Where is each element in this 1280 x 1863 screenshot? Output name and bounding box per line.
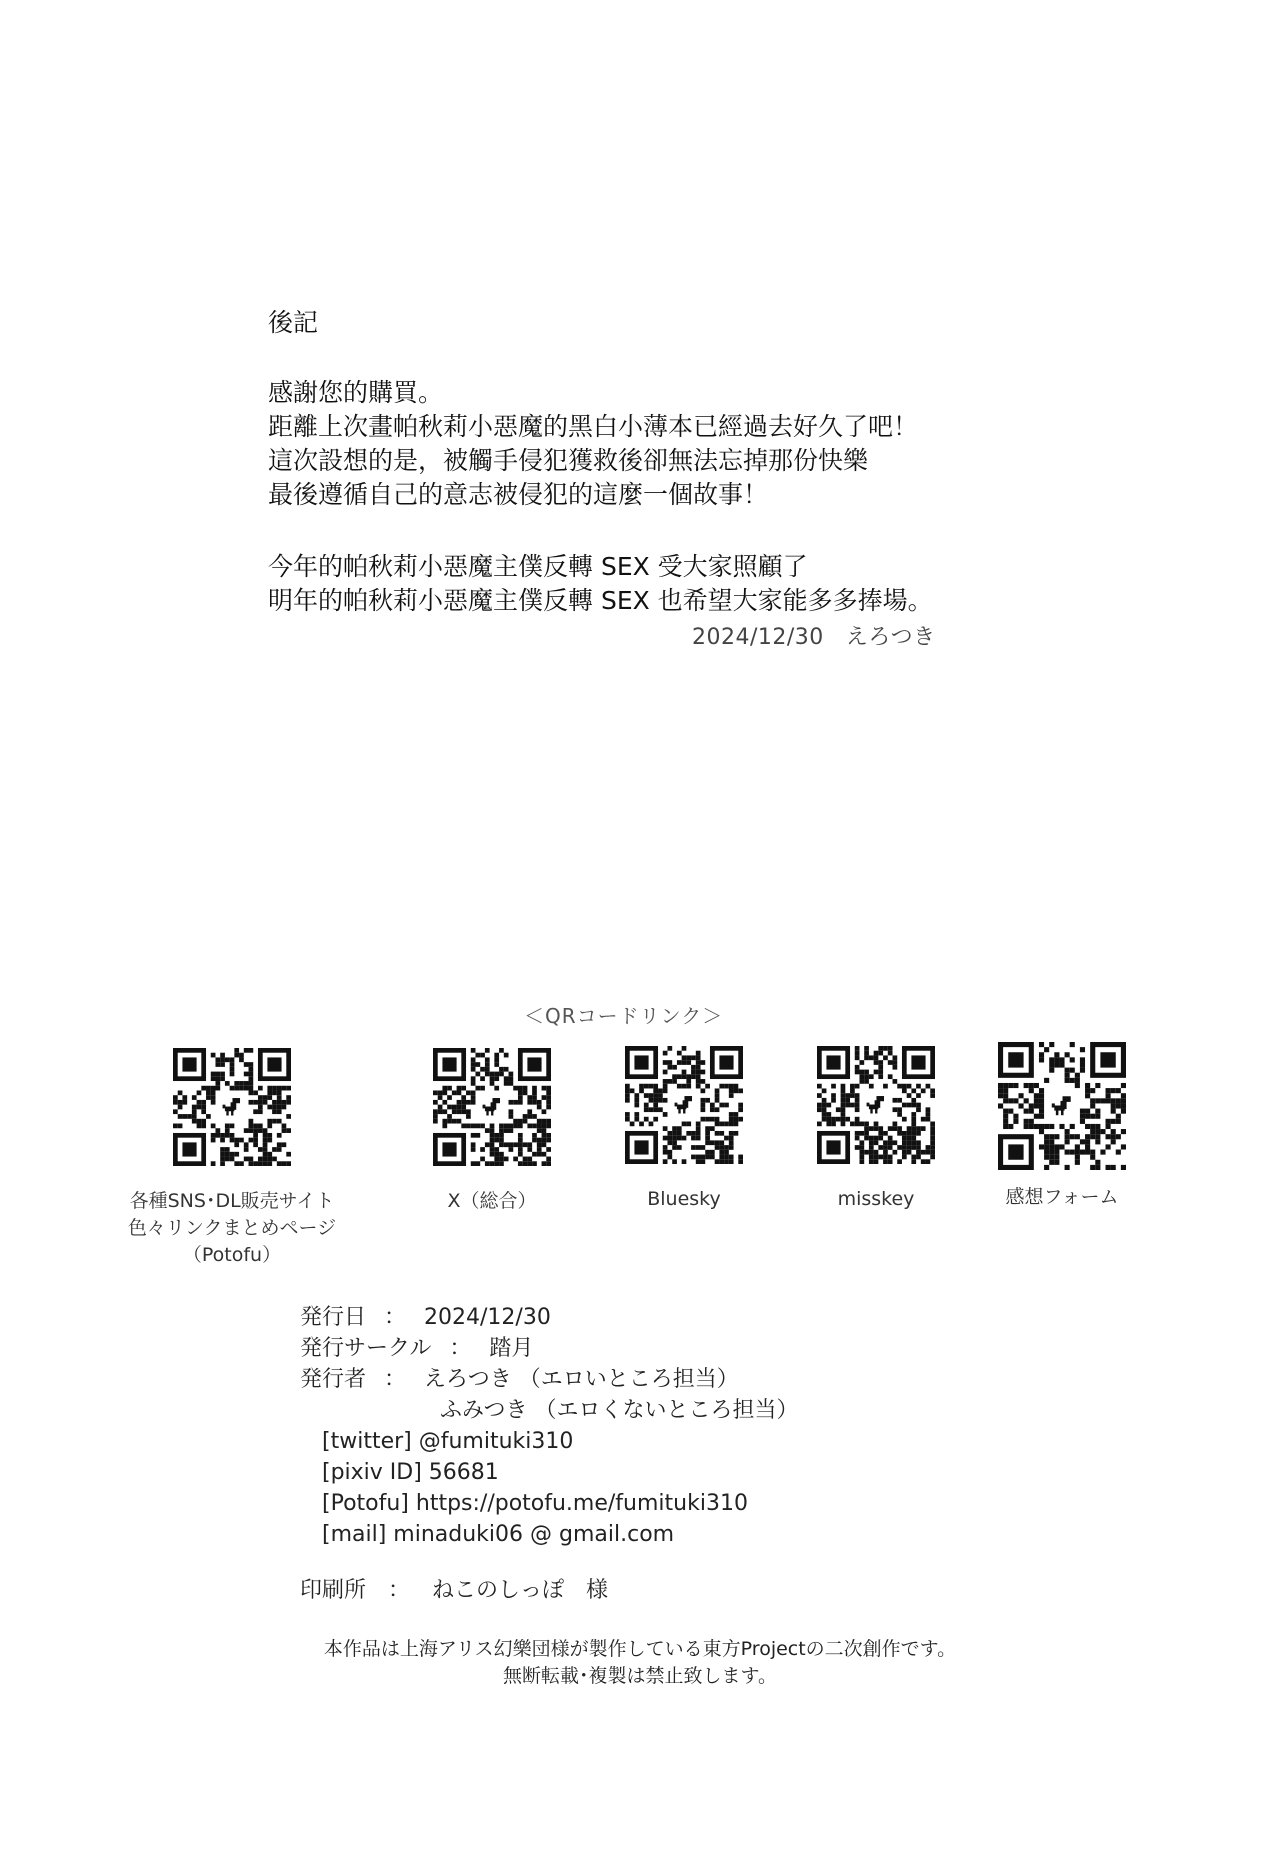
qr-label-line: 色々リンクまとめページ bbox=[127, 1217, 337, 1239]
colophon-link-pixiv: [pixiv ID] 56681 bbox=[322, 1460, 499, 1485]
circle-value: 踏月 bbox=[489, 1336, 534, 1361]
afterword-line: 最後遵循自己的意志被侵犯的這麼一個故事！ bbox=[268, 480, 769, 509]
qr-label-line: （Potofu） bbox=[182, 1244, 282, 1266]
afterword-signature bbox=[692, 620, 936, 651]
qr-feedback-form[interactable] bbox=[952, 1042, 1172, 1211]
separator: ： bbox=[384, 1367, 407, 1392]
qr-potofu[interactable] bbox=[124, 1048, 340, 1269]
qr-x[interactable] bbox=[392, 1048, 592, 1215]
publisher-value-2: ふみつき （エロくないところ担当） bbox=[440, 1398, 799, 1423]
qr-label bbox=[124, 1188, 340, 1269]
qr-label-line: X（総合） bbox=[447, 1190, 537, 1212]
afterword-line: 今年的帕秋莉小惡魔主僕反轉 SEX 受大家照顧了 bbox=[268, 552, 808, 581]
qr-section-title: ＜QRコードリンク＞ bbox=[524, 1004, 724, 1028]
signature-author: えろつき bbox=[845, 625, 936, 650]
publisher-label: 発行者 bbox=[300, 1367, 367, 1392]
colophon bbox=[300, 1302, 1000, 1550]
notice-line-1: 本作品は上海アリス幻樂団様が製作している東方Projectの二次創作です。 bbox=[323, 1638, 957, 1660]
afterword-line: 感謝您的購買。 bbox=[268, 378, 444, 407]
colophon-link-mail: [mail] minaduki06 @ gmail.com bbox=[322, 1522, 675, 1547]
colophon-link-twitter: [twitter] @fumituki310 bbox=[322, 1429, 574, 1454]
qr-misskey[interactable] bbox=[776, 1046, 976, 1213]
publish-date-label: 発行日 bbox=[300, 1305, 367, 1330]
afterword-heading: 後記 bbox=[268, 308, 319, 337]
qr-label-line: misskey bbox=[837, 1188, 915, 1210]
afterword-paragraph-1 bbox=[268, 376, 968, 512]
colophon-printer bbox=[300, 1573, 608, 1604]
qr-label bbox=[584, 1186, 784, 1213]
afterword bbox=[268, 306, 968, 656]
publish-date-value: 2024/12/30 bbox=[424, 1305, 551, 1330]
qr-code-icon[interactable] bbox=[173, 1048, 291, 1166]
circle-label: 発行サークル bbox=[300, 1336, 432, 1361]
printer-label: 印刷所 bbox=[300, 1578, 367, 1603]
separator: ： bbox=[388, 1578, 411, 1603]
copyright-notice bbox=[0, 1636, 1280, 1690]
printer-value: ねこのしっぽ 様 bbox=[432, 1578, 609, 1603]
colophon-link-potofu: [Potofu] https://potofu.me/fumituki310 bbox=[322, 1491, 748, 1516]
colophon-publish-date bbox=[300, 1302, 1000, 1333]
separator: ： bbox=[384, 1305, 407, 1330]
afterword-line: 明年的帕秋莉小惡魔主僕反轉 SEX 也希望大家能多多捧場。 bbox=[268, 586, 933, 615]
qr-code-icon[interactable] bbox=[998, 1042, 1126, 1170]
qr-label-line: Bluesky bbox=[647, 1188, 721, 1210]
qr-label bbox=[776, 1186, 976, 1213]
qr-bluesky[interactable] bbox=[584, 1046, 784, 1213]
qr-label bbox=[392, 1188, 592, 1215]
qr-code-icon[interactable] bbox=[817, 1046, 935, 1164]
qr-label-line: 各種SNS･DL販売サイト bbox=[129, 1190, 335, 1212]
separator: ： bbox=[449, 1336, 472, 1361]
colophon-circle bbox=[300, 1333, 1000, 1364]
colophon-publisher bbox=[300, 1364, 1000, 1395]
afterword-line: 這次設想的是，被觸手侵犯獲救後卻無法忘掉那份快樂 bbox=[268, 446, 869, 475]
afterword-line: 距離上次畫帕秋莉小惡魔的黑白小薄本已經過去好久了吧！ bbox=[268, 412, 919, 441]
qr-code-icon[interactable] bbox=[625, 1046, 743, 1164]
qr-code-icon[interactable] bbox=[433, 1048, 551, 1166]
signature-date: 2024/12/30 bbox=[692, 625, 824, 650]
qr-label-line: 感想フォーム bbox=[1005, 1186, 1119, 1208]
afterword-paragraph-2 bbox=[268, 550, 968, 618]
publisher-value-1: えろつき （エロいところ担当） bbox=[424, 1367, 739, 1392]
qr-label bbox=[952, 1184, 1172, 1211]
notice-line-2: 無断転載･複製は禁止致します。 bbox=[503, 1665, 777, 1687]
colophon-publisher-2 bbox=[300, 1395, 1000, 1426]
